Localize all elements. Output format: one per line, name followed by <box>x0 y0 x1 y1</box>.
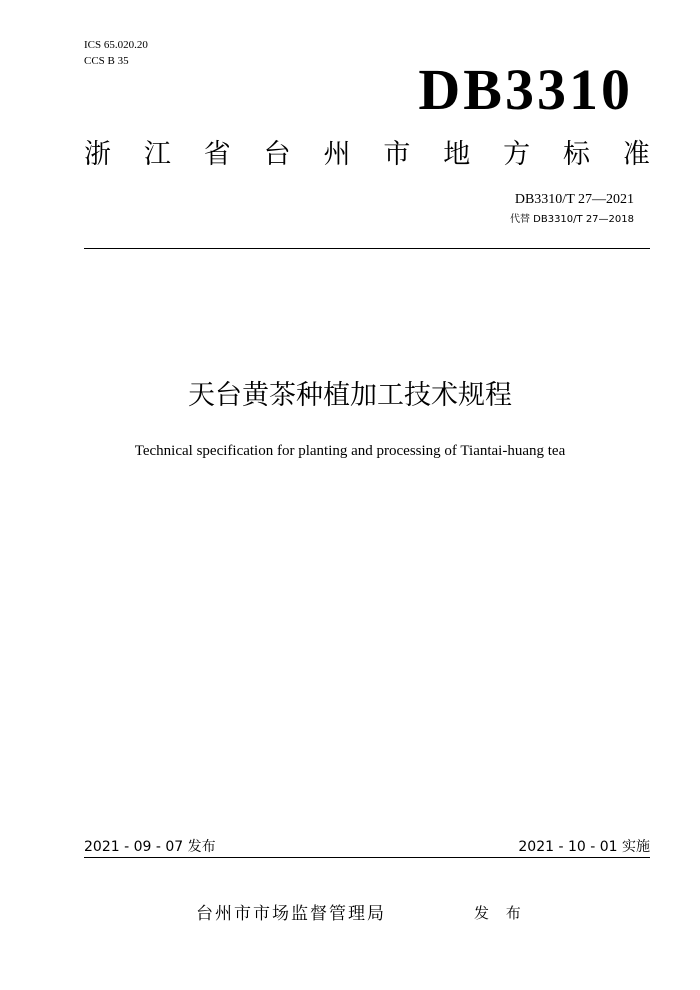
header-divider <box>84 248 650 249</box>
implementation-date: 2021 - 10 - 01 实施 <box>518 839 650 855</box>
ics-code: ICS 65.020.20 <box>84 39 148 51</box>
standard-name-char: 市 <box>383 139 411 170</box>
standard-name-char: 江 <box>143 139 171 170</box>
issue-date: 2021 - 09 - 07 发布 <box>84 839 216 855</box>
standard-name-char: 地 <box>443 139 471 170</box>
standard-name-char: 准 <box>622 139 650 170</box>
standard-name-char: 省 <box>203 139 231 170</box>
standard-name-char: 方 <box>503 139 531 170</box>
document-title-chinese: 天台黄茶种植加工技术规程 <box>188 380 512 411</box>
issuing-authority: 台州市市场监督管理局 <box>196 904 386 924</box>
standard-name-char: 台 <box>263 139 291 170</box>
standard-code: DB3310/T 27—2021 <box>514 192 634 207</box>
document-title-english: Technical specification for planting and processing of Tiantai-huang tea <box>134 443 566 459</box>
ccs-code: CCS B 35 <box>84 55 129 67</box>
standard-name <box>84 138 650 172</box>
publish-label: 发 布 <box>474 904 527 922</box>
db-logo: DB3310 <box>418 57 633 122</box>
standard-name-char: 标 <box>563 139 590 170</box>
standard-name-char: 浙 <box>84 139 111 170</box>
replaces-note: 代替 DB3310/T 27—2018 <box>509 214 634 225</box>
footer-divider <box>84 857 650 858</box>
standard-name-char: 州 <box>323 139 351 170</box>
